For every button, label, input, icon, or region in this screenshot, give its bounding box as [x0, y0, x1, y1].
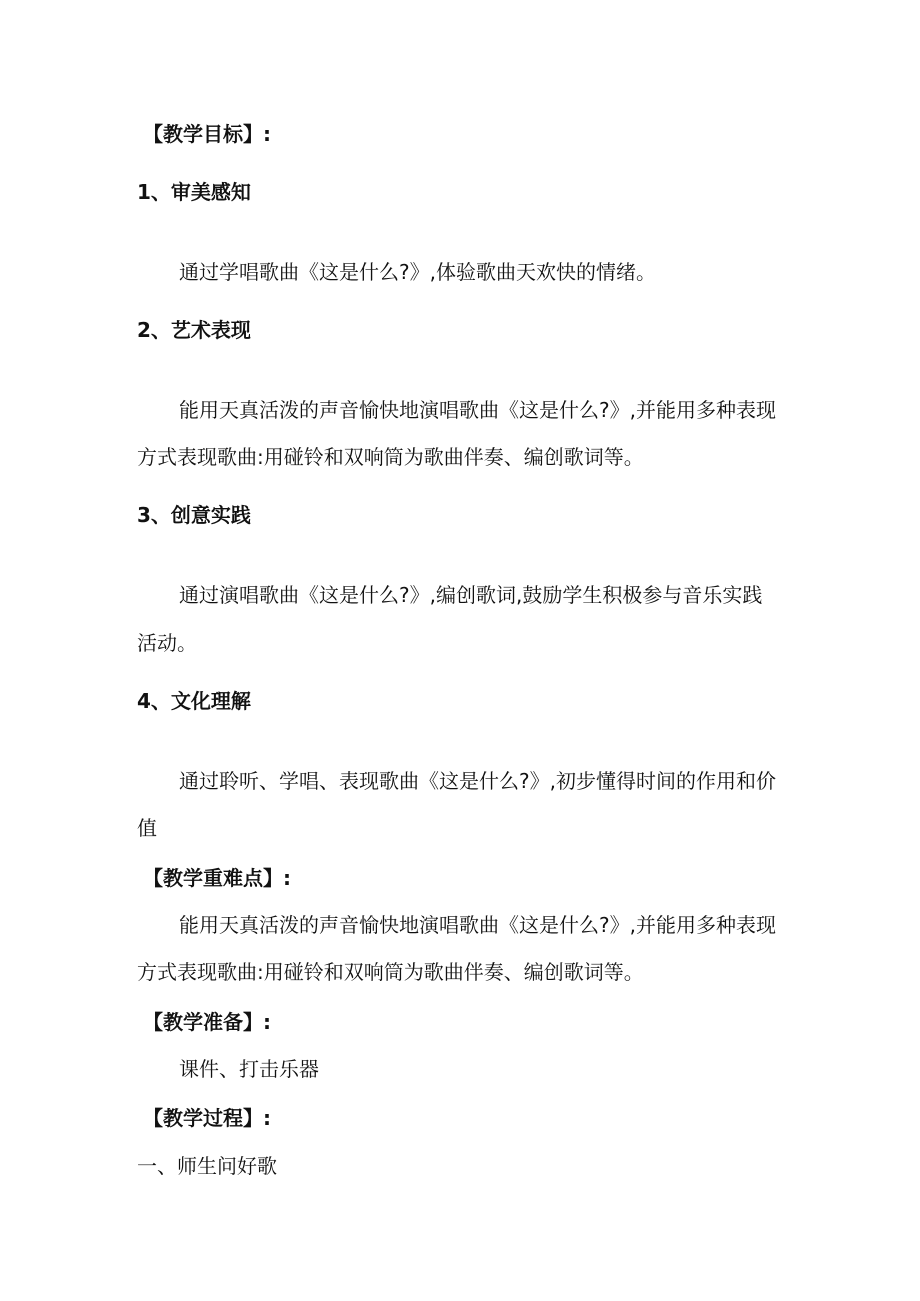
keypoints-text-line1: 能用天真活泼的声音愉快地演唱歌曲《这是什么?》,并能用多种表现: [179, 913, 776, 937]
preparation-heading: 【教学准备】:: [143, 1010, 271, 1034]
keypoints-heading: 【教学重难点】:: [143, 866, 291, 890]
artistic-expression-text-line1: 能用天真活泼的声音愉快地演唱歌曲《这是什么?》,并能用多种表现: [179, 398, 776, 422]
creative-practice-text-line2: 活动。: [137, 631, 197, 655]
keypoints-text-line2: 方式表现歌曲:用碰铃和双响筒为歌曲伴奏、编创歌词等。: [137, 960, 644, 984]
aesthetic-perception-text: 通过学唱歌曲《这是什么?》,体验歌曲天欢快的情绪。: [179, 260, 656, 284]
creative-practice-text-line1: 通过演唱歌曲《这是什么?》,编创歌词,鼓励学生积极参与音乐实践: [179, 583, 763, 607]
cultural-understanding-heading: 4、文化理解: [137, 689, 251, 713]
process-heading: 【教学过程】:: [143, 1106, 271, 1130]
aesthetic-perception-heading: 1、审美感知: [137, 180, 251, 204]
artistic-expression-text-line2: 方式表现歌曲:用碰铃和双响筒为歌曲伴奏、编创歌词等。: [137, 445, 644, 469]
cultural-understanding-text-line2: 值: [137, 816, 157, 840]
preparation-text: 课件、打击乐器: [179, 1057, 319, 1081]
objectives-heading: 【教学目标】:: [143, 122, 271, 146]
cultural-understanding-text-line1: 通过聆听、学唱、表现歌曲《这是什么?》,初步懂得时间的作用和价: [179, 769, 776, 793]
creative-practice-heading: 3、创意实践: [137, 503, 251, 527]
process-step-1: 一、师生问好歌: [137, 1154, 277, 1178]
artistic-expression-heading: 2、艺术表现: [137, 318, 251, 342]
